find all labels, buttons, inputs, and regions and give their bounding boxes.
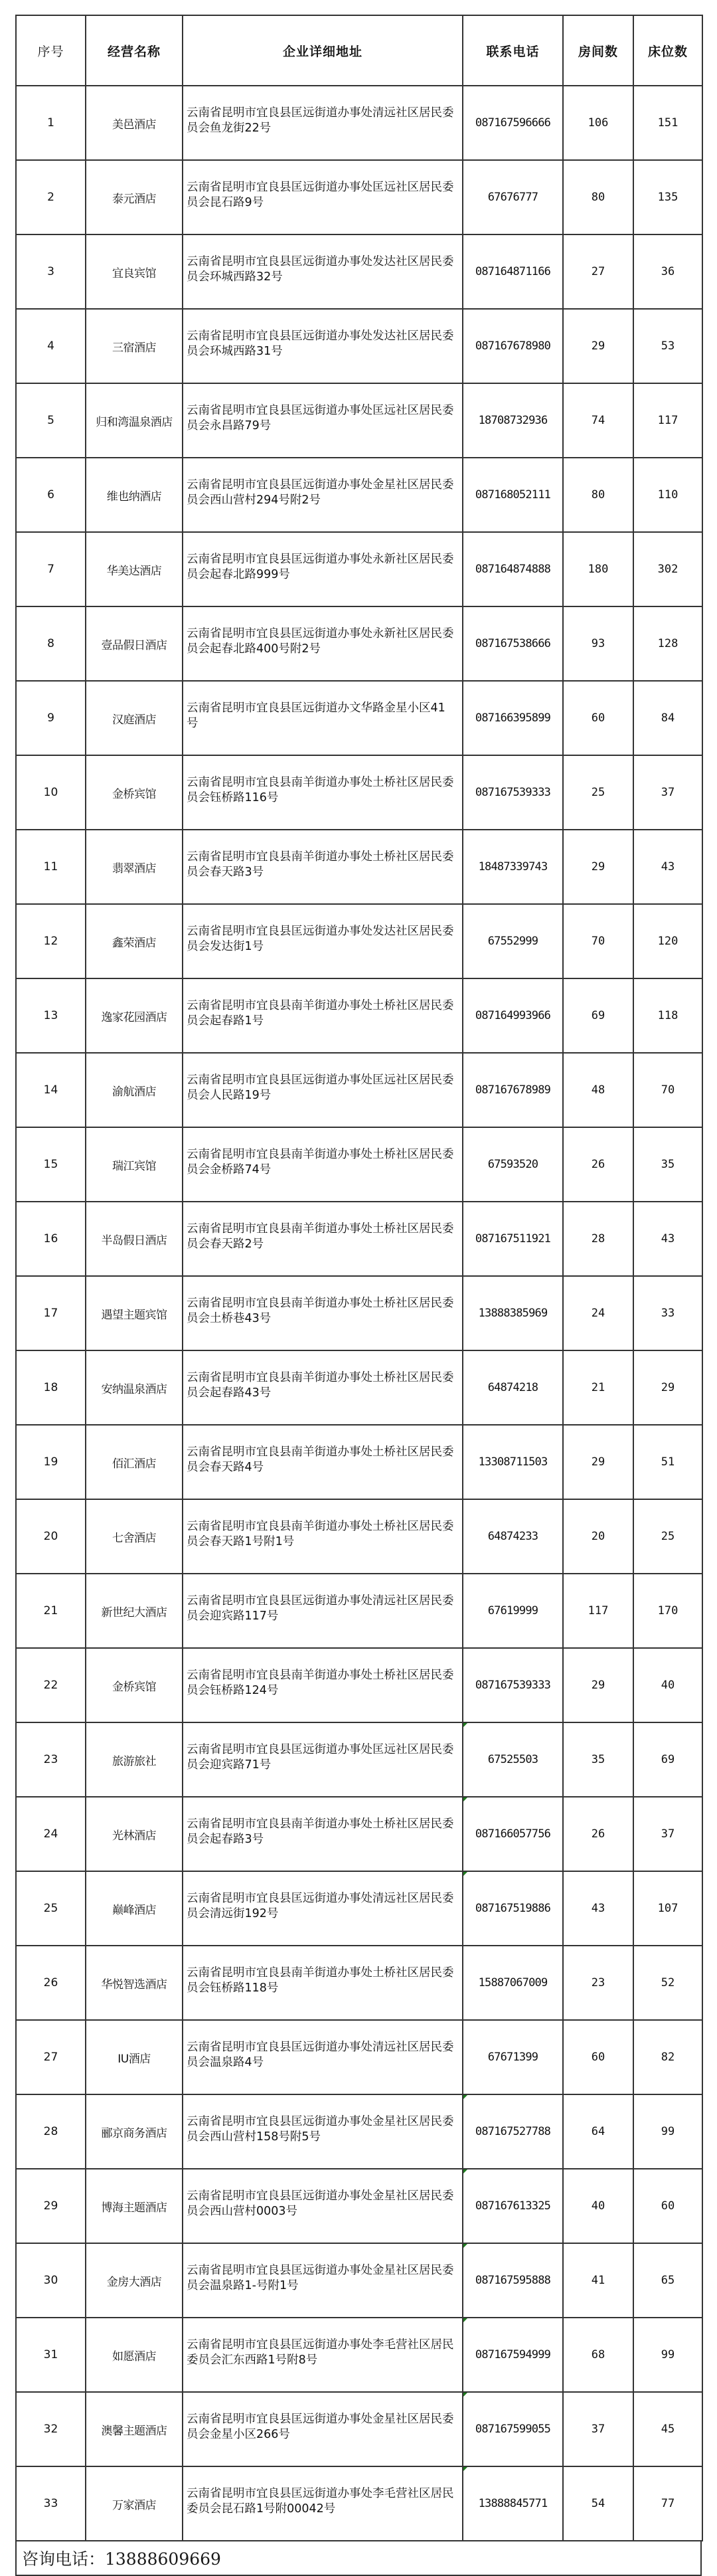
table-row [16,2318,702,2392]
cell-address: 云南省昆明市宜良县匡远街道办事处清远社区居民委员会清远街192号 [183,1871,463,1946]
cell-phone [463,1202,563,1276]
cell-phone [463,904,563,978]
cell-index: 28 [16,2094,86,2169]
cell-beds: 99 [633,2318,702,2392]
cell-business-name: 新世纪大酒店 [86,1574,183,1648]
cell-index: 31 [16,2318,86,2392]
cell-beds: 25 [633,1499,702,1574]
cell-index: 29 [16,2169,86,2243]
cell-beds: 69 [633,1722,702,1797]
table-row [16,1053,702,1127]
cell-phone [463,1871,563,1946]
cell-beds: 51 [633,1425,702,1499]
cell-business-name: 万家酒店 [86,2466,183,2541]
cell-beds: 65 [633,2243,702,2318]
cell-address: 云南省昆明市宜良县匡远街道办事处金星社区居民委员会西山营村158号附5号 [183,2094,463,2169]
cell-business-name: 安纳温泉酒店 [86,1350,183,1425]
cell-business-name: 渝航酒店 [86,1053,183,1127]
cell-beds: 43 [633,1202,702,1276]
error-indicator-icon [463,1872,467,1876]
cell-beds: 107 [633,1871,702,1946]
hotel-list-sheet [15,15,702,2576]
cell-business-name: 佰汇酒店 [86,1425,183,1499]
phone-value: 13888845771 [478,2497,548,2510]
cell-beds: 37 [633,1797,702,1871]
cell-address: 云南省昆明市宜良县匡远街道办事处清远社区居民委员会迎宾路117号 [183,1574,463,1648]
cell-phone [463,1350,563,1425]
cell-beds: 33 [633,1276,702,1350]
hotline-text: 咨询电话：13888609669 [22,2549,221,2569]
cell-rooms: 117 [563,1574,633,1648]
cell-index: 5 [16,383,86,458]
phone-value: 087167511921 [475,1232,551,1245]
cell-rooms: 69 [563,978,633,1053]
phone-value: 67525503 [487,1753,538,1766]
phone-value: 18708732936 [478,414,548,427]
table-row [16,2020,702,2094]
cell-address: 云南省昆明市宜良县南羊街道办事处土桥社区居民委员会春天路4号 [183,1425,463,1499]
cell-beds: 77 [633,2466,702,2541]
cell-index: 2 [16,160,86,234]
cell-beds: 84 [633,681,702,755]
table-row [16,1127,702,1202]
phone-value: 18487339743 [478,860,548,874]
cell-address: 云南省昆明市宜良县南羊街道办事处土桥社区居民委员会起春路1号 [183,978,463,1053]
cell-rooms: 29 [563,309,633,383]
phone-value: 087167519886 [475,1902,551,1915]
table-row [16,86,702,160]
header-row [16,15,702,86]
cell-business-name: 郦京商务酒店 [86,2094,183,2169]
phone-value: 087167594999 [475,2348,551,2361]
phone-value: 15887067009 [478,1976,548,1989]
error-indicator-icon [463,2467,467,2471]
cell-phone [463,681,563,755]
error-indicator-icon [463,1797,467,1801]
header-address: 企业详细地址 [183,15,463,86]
cell-address: 云南省昆明市宜良县匡远街道办事处金星社区居民委员会西山营村0003号 [183,2169,463,2243]
cell-business-name: 维也纳酒店 [86,458,183,532]
cell-index: 16 [16,1202,86,1276]
hotel-table [15,15,703,2541]
cell-index: 32 [16,2392,86,2466]
table-row [16,830,702,904]
cell-address: 云南省昆明市宜良县匡远街道办事处永新社区居民委员会起春北路999号 [183,532,463,606]
cell-phone [463,1276,563,1350]
cell-rooms: 24 [563,1276,633,1350]
cell-phone [463,830,563,904]
phone-value: 087167678980 [475,339,551,353]
cell-index: 22 [16,1648,86,1722]
cell-address: 云南省昆明市宜良县匡远街道办事处发达社区居民委员会环城西路31号 [183,309,463,383]
cell-beds: 36 [633,234,702,309]
table-row [16,2243,702,2318]
table-row [16,2169,702,2243]
phone-value: 087164874888 [475,563,551,576]
phone-value: 087167527788 [475,2125,551,2138]
cell-beds: 302 [633,532,702,606]
header-beds: 床位数 [633,15,702,86]
cell-beds: 128 [633,606,702,681]
cell-address: 云南省昆明市宜良县南羊街道办事处土桥社区居民委员会钰桥路118号 [183,1946,463,2020]
cell-address: 云南省昆明市宜良县南羊街道办事处土桥社区居民委员会起春路3号 [183,1797,463,1871]
cell-beds: 120 [633,904,702,978]
cell-business-name: 金房大酒店 [86,2243,183,2318]
cell-phone [463,978,563,1053]
table-row [16,234,702,309]
cell-business-name: 光林酒店 [86,1797,183,1871]
phone-value: 64874233 [487,1530,538,1543]
header-phone: 联系电话 [463,15,563,86]
header-rooms: 房间数 [563,15,633,86]
cell-rooms: 20 [563,1499,633,1574]
cell-beds: 135 [633,160,702,234]
phone-value: 64874218 [487,1381,538,1394]
cell-phone [463,309,563,383]
cell-index: 9 [16,681,86,755]
phone-value: 087167599055 [475,2423,551,2436]
cell-index: 1 [16,86,86,160]
table-row [16,532,702,606]
cell-phone [463,86,563,160]
cell-phone [463,1499,563,1574]
cell-business-name: 三宿酒店 [86,309,183,383]
cell-phone [463,1797,563,1871]
cell-phone [463,1574,563,1648]
cell-index: 7 [16,532,86,606]
cell-business-name: 澳馨主题酒店 [86,2392,183,2466]
table-row [16,1202,702,1276]
table-row [16,755,702,830]
phone-value: 087164993966 [475,1009,551,1022]
cell-rooms: 60 [563,681,633,755]
cell-address: 云南省昆明市宜良县匡远街道办事处匡远社区居民委员会迎宾路71号 [183,1722,463,1797]
table-row [16,1574,702,1648]
cell-address: 云南省昆明市宜良县南羊街道办事处土桥社区居民委员会土桥巷43号 [183,1276,463,1350]
phone-value: 087167539333 [475,1679,551,1692]
cell-rooms: 80 [563,160,633,234]
phone-value: 087167678989 [475,1083,551,1097]
cell-address: 云南省昆明市宜良县南羊街道办事处土桥社区居民委员会钰桥路116号 [183,755,463,830]
cell-address: 云南省昆明市宜良县匡远街道办事处金星社区居民委员会金星小区266号 [183,2392,463,2466]
cell-rooms: 60 [563,2020,633,2094]
cell-phone [463,532,563,606]
cell-phone [463,2466,563,2541]
cell-index: 18 [16,1350,86,1425]
cell-business-name: 归和湾温泉酒店 [86,383,183,458]
cell-phone [463,2243,563,2318]
cell-address: 云南省昆明市宜良县南羊街道办事处土桥社区居民委员会起春路43号 [183,1350,463,1425]
cell-address: 云南省昆明市宜良县南羊街道办事处土桥社区居民委员会春天路3号 [183,830,463,904]
cell-beds: 43 [633,830,702,904]
cell-phone [463,1053,563,1127]
cell-beds: 37 [633,755,702,830]
cell-business-name: 金桥宾馆 [86,1648,183,1722]
cell-business-name: 博海主题酒店 [86,2169,183,2243]
cell-business-name: 七舍酒店 [86,1499,183,1574]
cell-index: 33 [16,2466,86,2541]
phone-value: 67619999 [487,1604,538,1617]
table-row [16,1722,702,1797]
cell-index: 12 [16,904,86,978]
cell-rooms: 74 [563,383,633,458]
cell-beds: 110 [633,458,702,532]
table-row [16,160,702,234]
cell-address: 云南省昆明市宜良县匡远街道办事处金星社区居民委员会西山营村294号附2号 [183,458,463,532]
table-row [16,1425,702,1499]
cell-rooms: 29 [563,1648,633,1722]
table-row [16,1871,702,1946]
cell-index: 23 [16,1722,86,1797]
cell-index: 17 [16,1276,86,1350]
table-row [16,309,702,383]
cell-phone [463,1127,563,1202]
cell-phone [463,2094,563,2169]
cell-index: 19 [16,1425,86,1499]
cell-rooms: 106 [563,86,633,160]
cell-rooms: 54 [563,2466,633,2541]
phone-value: 67676777 [487,191,538,204]
cell-business-name: 华悦智选酒店 [86,1946,183,2020]
cell-rooms: 27 [563,234,633,309]
cell-phone [463,2169,563,2243]
phone-value: 13308711503 [478,1455,548,1469]
cell-beds: 151 [633,86,702,160]
header-name: 经营名称 [86,15,183,86]
cell-beds: 170 [633,1574,702,1648]
cell-business-name: 美邑酒店 [86,86,183,160]
table-row [16,978,702,1053]
cell-beds: 45 [633,2392,702,2466]
cell-rooms: 29 [563,1425,633,1499]
cell-address: 云南省昆明市宜良县匡远街道办事处匡远社区居民委员会人民路19号 [183,1053,463,1127]
cell-rooms: 35 [563,1722,633,1797]
cell-index: 14 [16,1053,86,1127]
error-indicator-icon [463,2244,467,2248]
cell-business-name: 泰元酒店 [86,160,183,234]
cell-rooms: 40 [563,2169,633,2243]
cell-address: 云南省昆明市宜良县匡远街道办事处匡远社区居民委员会昆石路9号 [183,160,463,234]
cell-address: 云南省昆明市宜良县匡远街道办事处金星社区居民委员会温泉路1-号附1号 [183,2243,463,2318]
cell-address: 云南省昆明市宜良县匡远街道办事处李毛营社区居民委员会昆石路1号附00042号 [183,2466,463,2541]
cell-beds: 35 [633,1127,702,1202]
cell-rooms: 28 [563,1202,633,1276]
cell-rooms: 180 [563,532,633,606]
cell-index: 21 [16,1574,86,1648]
cell-rooms: 70 [563,904,633,978]
phone-value: 13888385969 [478,1307,548,1320]
phone-value: 67552999 [487,935,538,948]
table-row [16,904,702,978]
error-indicator-icon [463,1723,467,1727]
table-row [16,2466,702,2541]
cell-phone [463,1425,563,1499]
cell-index: 15 [16,1127,86,1202]
cell-phone [463,1946,563,2020]
phone-value: 087166057756 [475,1827,551,1841]
cell-business-name: IU酒店 [86,2020,183,2094]
cell-address: 云南省昆明市宜良县匡远街道办事处发达社区居民委员会环城西路32号 [183,234,463,309]
table-row [16,1350,702,1425]
cell-index: 4 [16,309,86,383]
cell-beds: 99 [633,2094,702,2169]
cell-phone [463,755,563,830]
table-row [16,1797,702,1871]
phone-value: 67671399 [487,2051,538,2064]
cell-business-name: 半岛假日酒店 [86,1202,183,1276]
header-index: 序号 [16,15,86,86]
cell-rooms: 41 [563,2243,633,2318]
cell-business-name: 翡翠酒店 [86,830,183,904]
cell-address: 云南省昆明市宜良县南羊街道办事处土桥社区居民委员会春天路1号附1号 [183,1499,463,1574]
cell-business-name: 逸家花园酒店 [86,978,183,1053]
cell-index: 25 [16,1871,86,1946]
cell-rooms: 64 [563,2094,633,2169]
cell-phone [463,2318,563,2392]
phone-value: 087164871166 [475,265,551,278]
cell-beds: 82 [633,2020,702,2094]
cell-beds: 70 [633,1053,702,1127]
table-row [16,1499,702,1574]
cell-index: 6 [16,458,86,532]
cell-index: 13 [16,978,86,1053]
phone-value: 087167538666 [475,637,551,650]
table-row [16,681,702,755]
cell-business-name: 宜良宾馆 [86,234,183,309]
cell-rooms: 43 [563,1871,633,1946]
cell-phone [463,1722,563,1797]
phone-value: 087167613325 [475,2199,551,2213]
cell-business-name: 华美达酒店 [86,532,183,606]
table-row [16,1946,702,2020]
cell-business-name: 遇望主题宾馆 [86,1276,183,1350]
error-indicator-icon [463,2169,467,2173]
cell-phone [463,160,563,234]
phone-value: 087167595888 [475,2274,551,2287]
table-body [16,86,702,2541]
cell-beds: 40 [633,1648,702,1722]
cell-phone [463,606,563,681]
cell-rooms: 68 [563,2318,633,2392]
phone-value: 087167596666 [475,116,551,130]
table-row [16,383,702,458]
cell-business-name: 旅游旅社 [86,1722,183,1797]
cell-business-name: 瑞江宾馆 [86,1127,183,1202]
cell-index: 30 [16,2243,86,2318]
phone-value: 67593520 [487,1158,538,1171]
cell-address: 云南省昆明市宜良县匡远街道办事处清远社区居民委员会温泉路4号 [183,2020,463,2094]
cell-rooms: 29 [563,830,633,904]
phone-value: 087168052111 [475,488,551,502]
cell-address: 云南省昆明市宜良县匡远街道办事处李毛营社区居民委员会汇东西路1号附8号 [183,2318,463,2392]
cell-beds: 118 [633,978,702,1053]
cell-rooms: 93 [563,606,633,681]
table-row [16,2392,702,2466]
cell-rooms: 37 [563,2392,633,2466]
cell-address: 云南省昆明市宜良县南羊街道办事处土桥社区居民委员会春天路2号 [183,1202,463,1276]
cell-address: 云南省昆明市宜良县匡远街道办事处清远社区居民委员会鱼龙街22号 [183,86,463,160]
cell-phone [463,2392,563,2466]
table-row [16,606,702,681]
cell-beds: 29 [633,1350,702,1425]
cell-address: 云南省昆明市宜良县南羊街道办事处土桥社区居民委员会钰桥路124号 [183,1648,463,1722]
cell-rooms: 80 [563,458,633,532]
footer-hotline-row [15,2541,702,2576]
cell-address: 云南省昆明市宜良县匡远街道办事处永新社区居民委员会起春北路400号附2号 [183,606,463,681]
error-indicator-icon [463,2318,467,2322]
cell-business-name: 壹品假日酒店 [86,606,183,681]
cell-rooms: 26 [563,1797,633,1871]
cell-index: 20 [16,1499,86,1574]
error-indicator-icon [463,2095,467,2099]
cell-index: 26 [16,1946,86,2020]
cell-phone [463,234,563,309]
cell-business-name: 如愿酒店 [86,2318,183,2392]
cell-index: 3 [16,234,86,309]
cell-address: 云南省昆明市宜良县匡远街道办事处匡远社区居民委员会永昌路79号 [183,383,463,458]
cell-business-name: 汉庭酒店 [86,681,183,755]
cell-rooms: 48 [563,1053,633,1127]
cell-rooms: 26 [563,1127,633,1202]
table-row [16,458,702,532]
cell-business-name: 鑫荣酒店 [86,904,183,978]
cell-business-name: 巅峰酒店 [86,1871,183,1946]
cell-beds: 52 [633,1946,702,2020]
cell-beds: 60 [633,2169,702,2243]
cell-address: 云南省昆明市宜良县匡远街道办事处发达社区居民委员会发达街1号 [183,904,463,978]
table-row [16,1648,702,1722]
cell-phone [463,1648,563,1722]
table-row [16,1276,702,1350]
cell-rooms: 21 [563,1350,633,1425]
cell-address: 云南省昆明市宜良县匡远街道办文华路金星小区41号 [183,681,463,755]
cell-phone [463,458,563,532]
error-indicator-icon [463,2393,467,2397]
cell-index: 8 [16,606,86,681]
cell-beds: 117 [633,383,702,458]
table-row [16,2094,702,2169]
cell-phone [463,383,563,458]
cell-beds: 53 [633,309,702,383]
cell-rooms: 23 [563,1946,633,2020]
cell-index: 10 [16,755,86,830]
cell-address: 云南省昆明市宜良县南羊街道办事处土桥社区居民委员会金桥路74号 [183,1127,463,1202]
phone-value: 087167539333 [475,786,551,799]
cell-index: 24 [16,1797,86,1871]
cell-index: 11 [16,830,86,904]
cell-rooms: 25 [563,755,633,830]
cell-index: 27 [16,2020,86,2094]
cell-phone [463,2020,563,2094]
phone-value: 087166395899 [475,711,551,725]
cell-business-name: 金桥宾馆 [86,755,183,830]
